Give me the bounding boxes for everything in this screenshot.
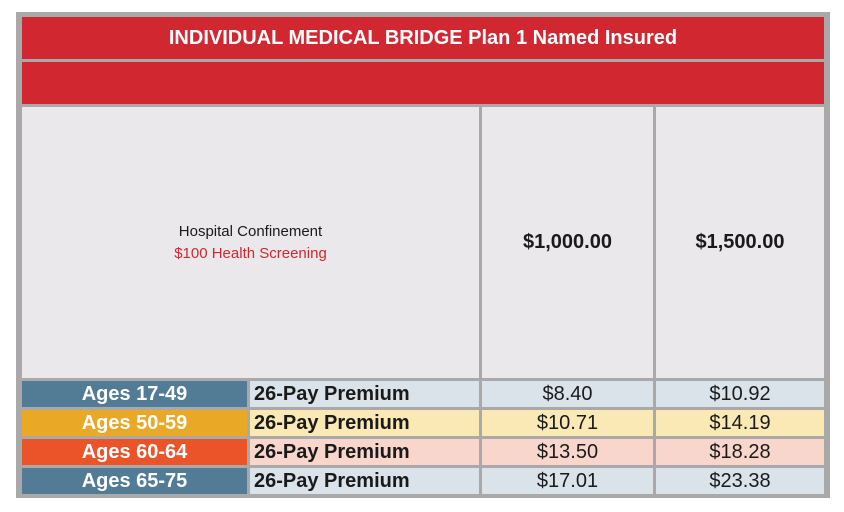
benefit-label: Hospital Confinement <box>178 222 323 240</box>
benefit-amount-column-2: $1,500.00 <box>656 107 824 378</box>
pay-frequency-cell: 26-Pay Premium <box>250 381 479 407</box>
premium-value-col2: $10.92 <box>656 381 824 407</box>
pay-frequency-cell: 26-Pay Premium <box>250 439 479 465</box>
age-band-cell: Ages 65-75 <box>22 468 247 494</box>
benefit-amount-column-1: $1,000.00 <box>482 107 653 378</box>
screening-label: $100 Health Screening <box>174 244 327 262</box>
premium-value-col1: $13.50 <box>482 439 653 465</box>
premium-value-col1: $10.71 <box>482 410 653 436</box>
premium-value-col1: $8.40 <box>482 381 653 407</box>
age-band-cell: Ages 60-64 <box>22 439 247 465</box>
benefit-header-cell <box>22 107 479 378</box>
premium-value-col1: $17.01 <box>482 468 653 494</box>
premium-value-col2: $23.38 <box>656 468 824 494</box>
title-spacer-bar <box>22 62 824 104</box>
table-title: INDIVIDUAL MEDICAL BRIDGE Plan 1 Named Insured <box>22 17 824 59</box>
pay-frequency-cell: 26-Pay Premium <box>250 468 479 494</box>
age-band-cell: Ages 17-49 <box>22 381 247 407</box>
age-band-cell: Ages 50-59 <box>22 410 247 436</box>
pay-frequency-cell: 26-Pay Premium <box>250 410 479 436</box>
premium-value-col2: $14.19 <box>656 410 824 436</box>
premium-value-col2: $18.28 <box>656 439 824 465</box>
premium-table <box>16 12 830 498</box>
